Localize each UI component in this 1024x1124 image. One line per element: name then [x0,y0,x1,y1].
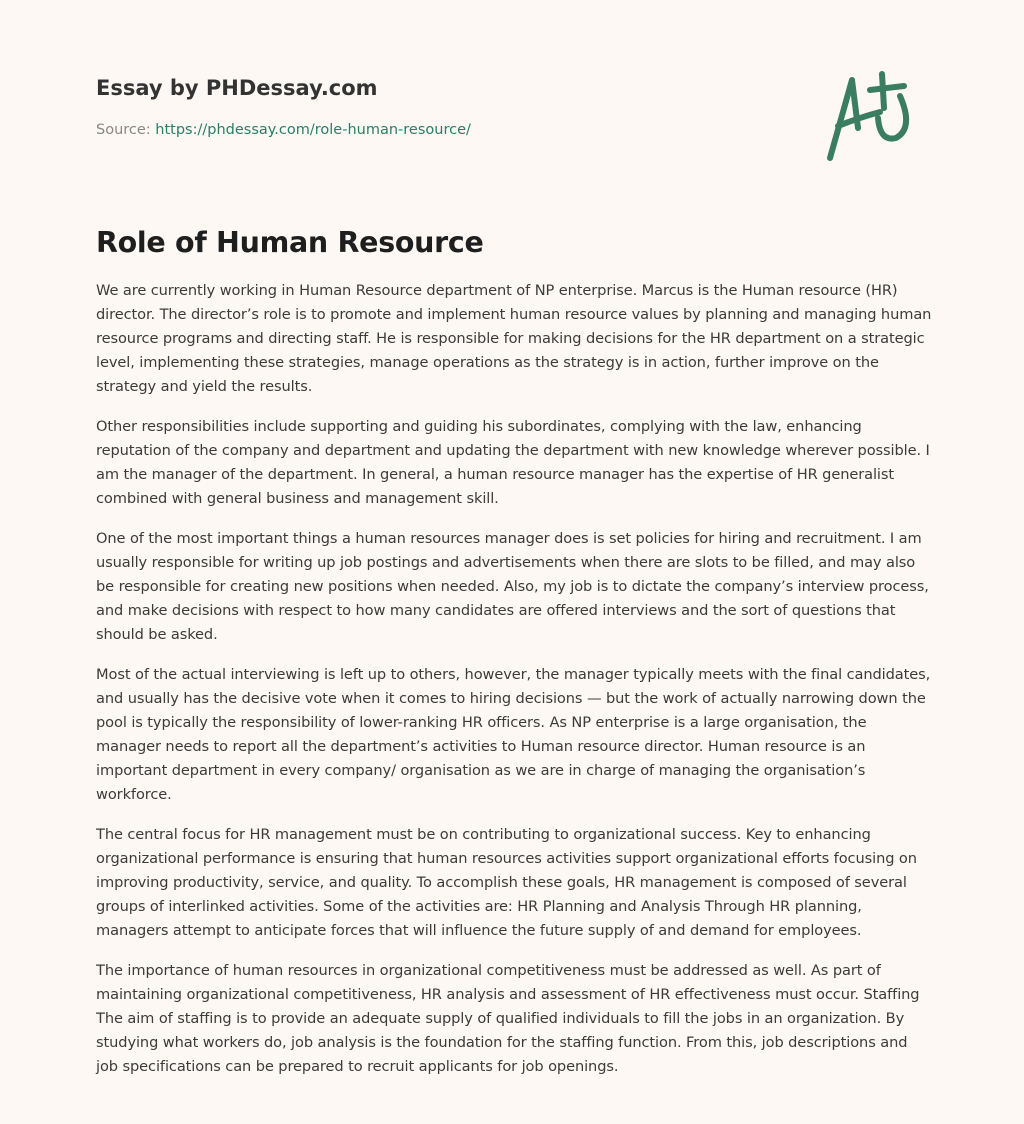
essay-paragraph: One of the most important things a human resources manager does is set policies for hiring and recruitment. I am usually responsible for writing up job postings and advertisements when there are slots to be filled, and may also be responsible for creating new positions when needed. Also, my job is to dictate the company’s interview process, and make decisions with respect to how many candidates are offered interviews and the sort of questions that should be asked. [96,530,929,643]
essay-paragraph: Other responsibilities include supporting and guiding his subordinates, complying with the law, enhancing reputation of the company and department and updating the department with new knowledge wherever possible. I am the manager of the department. In general, a human resource manager has the expertise of HR generalist combined with general business and management skill. [96,418,930,507]
essay-paragraph: The central focus for HR management must be on contributing to organizational success. Key to enhancing organizational performance is ensuring that human resources activities support organizational efforts focusing on improving productivity, service, and quality. To accomplish these goals, HR management is composed of several groups of interlinked activities. Some of the activities are: HR Planning and Analysis Through HR planning, managers attempt to anticipate forces that will influence the future supply of and demand for employees. [96,826,917,939]
page-header [96,76,471,138]
essay-paragraph: Most of the actual interviewing is left up to others, however, the manager typically meets with the final candidates, and usually has the decisive vote when it comes to hiring decisions — but the work of actually narrowing down the pool is typically the responsibility of lower-ranking HR officers. As NP enterprise is a large organisation, the manager needs to report all the department’s activities to Human resource director. Human resource is an important department in every company/ organisation as we are in charge of managing the organisation’s workforce. [96,666,931,803]
essay-title: Role of Human Resource [96,226,484,259]
essay-article [96,226,932,1095]
source-line [96,122,471,138]
essay-paragraph: We are currently working in Human Resource department of NP enterprise. Marcus is the Human resource (HR) director. The director’s role is to promote and implement human resource values by planning and managing human resource programs and directing staff. He is responsible for making decisions for the HR department on a strategic level, implementing these strategies, manage operations as the strategy is in action, further improve on the strategy and yield the results. [96,282,932,395]
source-label: Source: [96,122,156,138]
essay-paragraph: The importance of human resources in organizational competitiveness must be addressed as well. As part of maintaining organizational competitiveness, HR analysis and assessment of HR effectiveness must occur. Staffing The aim of staffing is to provide an adequate supply of qualified individuals to fill the jobs in an organization. By studying what workers do, job analysis is the foundation for the staffing function. From this, job descriptions and job specifications can be prepared to recruit applicants for job openings. [96,962,920,1075]
brand-title: Essay by PHDessay.com [96,76,378,100]
a-plus-logo-icon [818,68,928,168]
source-link[interactable]: https://phdessay.com/role-human-resource/ [155,122,471,138]
